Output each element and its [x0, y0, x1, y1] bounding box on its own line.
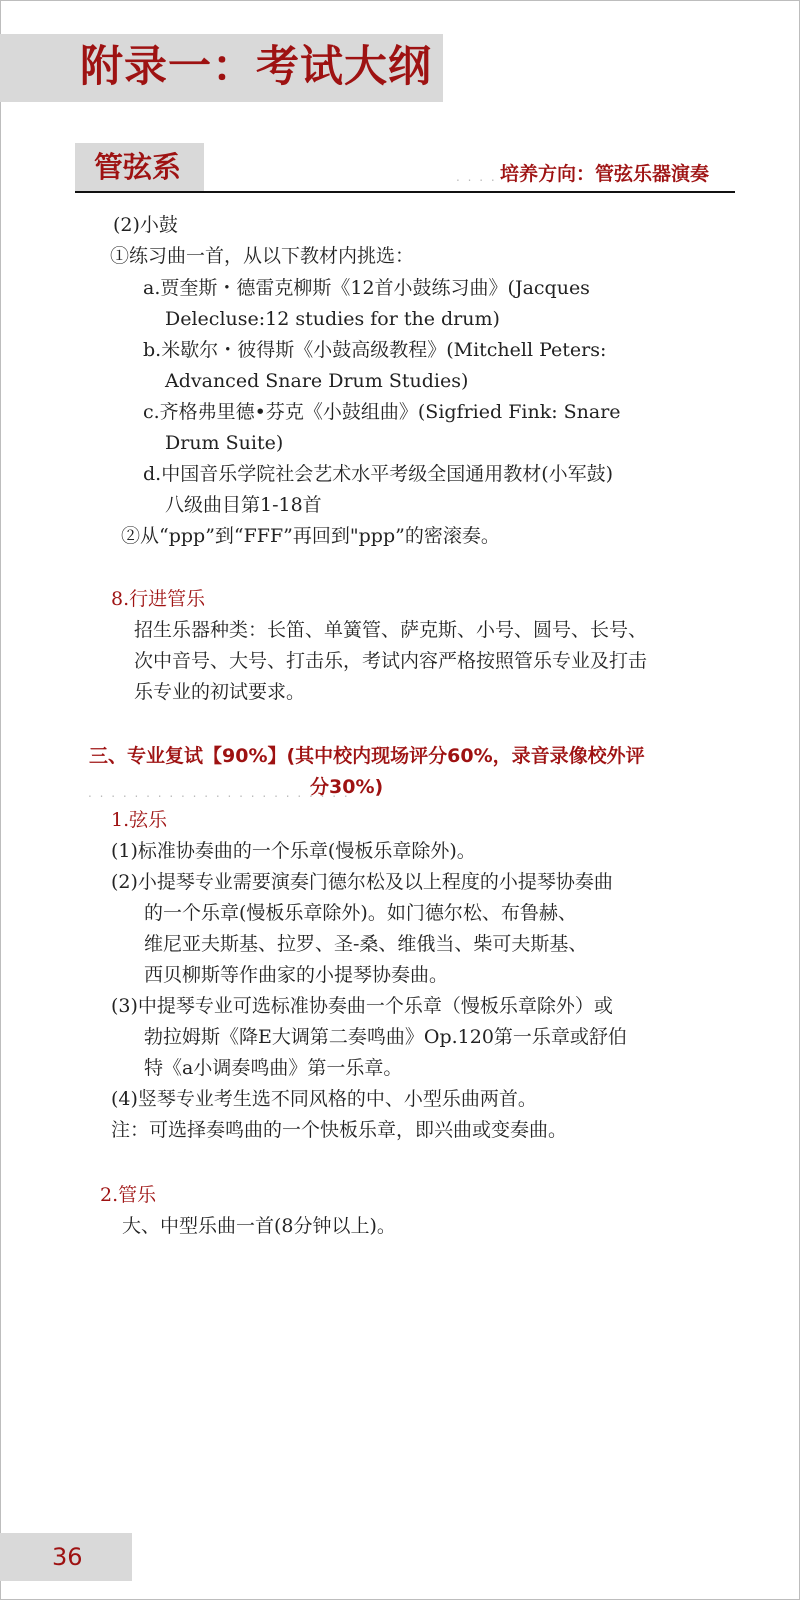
retest-heading-line2: 分30%): [310, 776, 384, 798]
strings-line-1: (1)标准协奏曲的一个乐章(慢板乐章除外)。: [111, 840, 476, 862]
section-title: 管弦系: [94, 150, 182, 184]
march-heading: 8.行进管乐: [111, 588, 206, 610]
strings-line-2: (2)小提琴专业需要演奏门德尔松及以上程度的小提琴协奏曲: [111, 871, 613, 893]
snare-item-1: ①练习曲一首，从以下教材内挑选：: [110, 245, 415, 267]
strings-line-4: 维尼亚夫斯基、拉罗、圣-桑、维俄当、柴可夫斯基、: [144, 933, 588, 955]
strings-heading: 1.弦乐: [111, 809, 168, 831]
strings-note: 注：可选择奏鸣曲的一个快板乐章，即兴曲或变奏曲。: [111, 1119, 568, 1141]
winds-line-1: 大、中型乐曲一首(8分钟以上)。: [122, 1215, 396, 1237]
snare-item-c-line2: Drum Suite): [165, 432, 284, 454]
snare-item-2: ②从“ppp”到“FFF”再回到"ppp”的密滚奏。: [121, 525, 500, 547]
retest-heading-line1: 三、专业复试【90%】(其中校内现场评分60%，录音录像校外评: [89, 745, 645, 767]
strings-line-7: 勃拉姆斯《降E大调第二奏鸣曲》Op.120第一乐章或舒伯: [144, 1026, 627, 1048]
page-title: 附录一：考试大纲: [80, 42, 432, 92]
snare-item-a-line1: a.贾奎斯・德雷克柳斯《12首小鼓练习曲》(Jacques: [143, 277, 590, 299]
winds-heading: 2.管乐: [100, 1184, 157, 1206]
snare-heading: (2)小鼓: [113, 214, 178, 236]
section-subtitle: 培养方向：管弦乐器演奏: [500, 163, 710, 185]
strings-line-5: 西贝柳斯等作曲家的小提琴协奏曲。: [144, 964, 449, 986]
page-number: 36: [52, 1543, 83, 1571]
strings-line-9: (4)竖琴专业考生选不同风格的中、小型乐曲两首。: [111, 1088, 537, 1110]
section-dots: . . . .: [456, 170, 497, 184]
snare-item-d-line2: 八级曲目第1-18首: [165, 494, 322, 516]
strings-line-6: (3)中提琴专业可选标准协奏曲一个乐章（慢板乐章除外）或: [111, 995, 613, 1017]
snare-item-d-line1: d.中国音乐学院社会艺术水平考级全国通用教材(小军鼓): [143, 463, 614, 485]
strings-line-8: 特《a小调奏鸣曲》第一乐章。: [144, 1057, 403, 1079]
march-line-2: 次中音号、大号、打击乐，考试内容严格按照管乐专业及打击: [134, 650, 648, 672]
strings-line-3: 的一个乐章(慢板乐章除外)。如门德尔松、布鲁赫、: [144, 902, 577, 924]
section-divider: [75, 191, 735, 193]
march-line-1: 招生乐器种类：长笛、单簧管、萨克斯、小号、圆号、长号、: [134, 619, 648, 641]
march-line-3: 乐专业的初试要求。: [134, 681, 306, 703]
snare-item-c-line1: c.齐格弗里德•芬克《小鼓组曲》(Sigfried Fink: Snare: [143, 401, 621, 423]
snare-item-b-line2: Advanced Snare Drum Studies): [165, 370, 469, 392]
snare-item-b-line1: b.米歇尔・彼得斯《小鼓高级教程》(Mitchell Peters:: [143, 339, 607, 361]
snare-item-a-line2: Delecluse:12 studies for the drum): [165, 308, 500, 330]
retest-heading-dots: . . . . . . . . . . . . . . . . . . . . . . .: [88, 786, 350, 800]
